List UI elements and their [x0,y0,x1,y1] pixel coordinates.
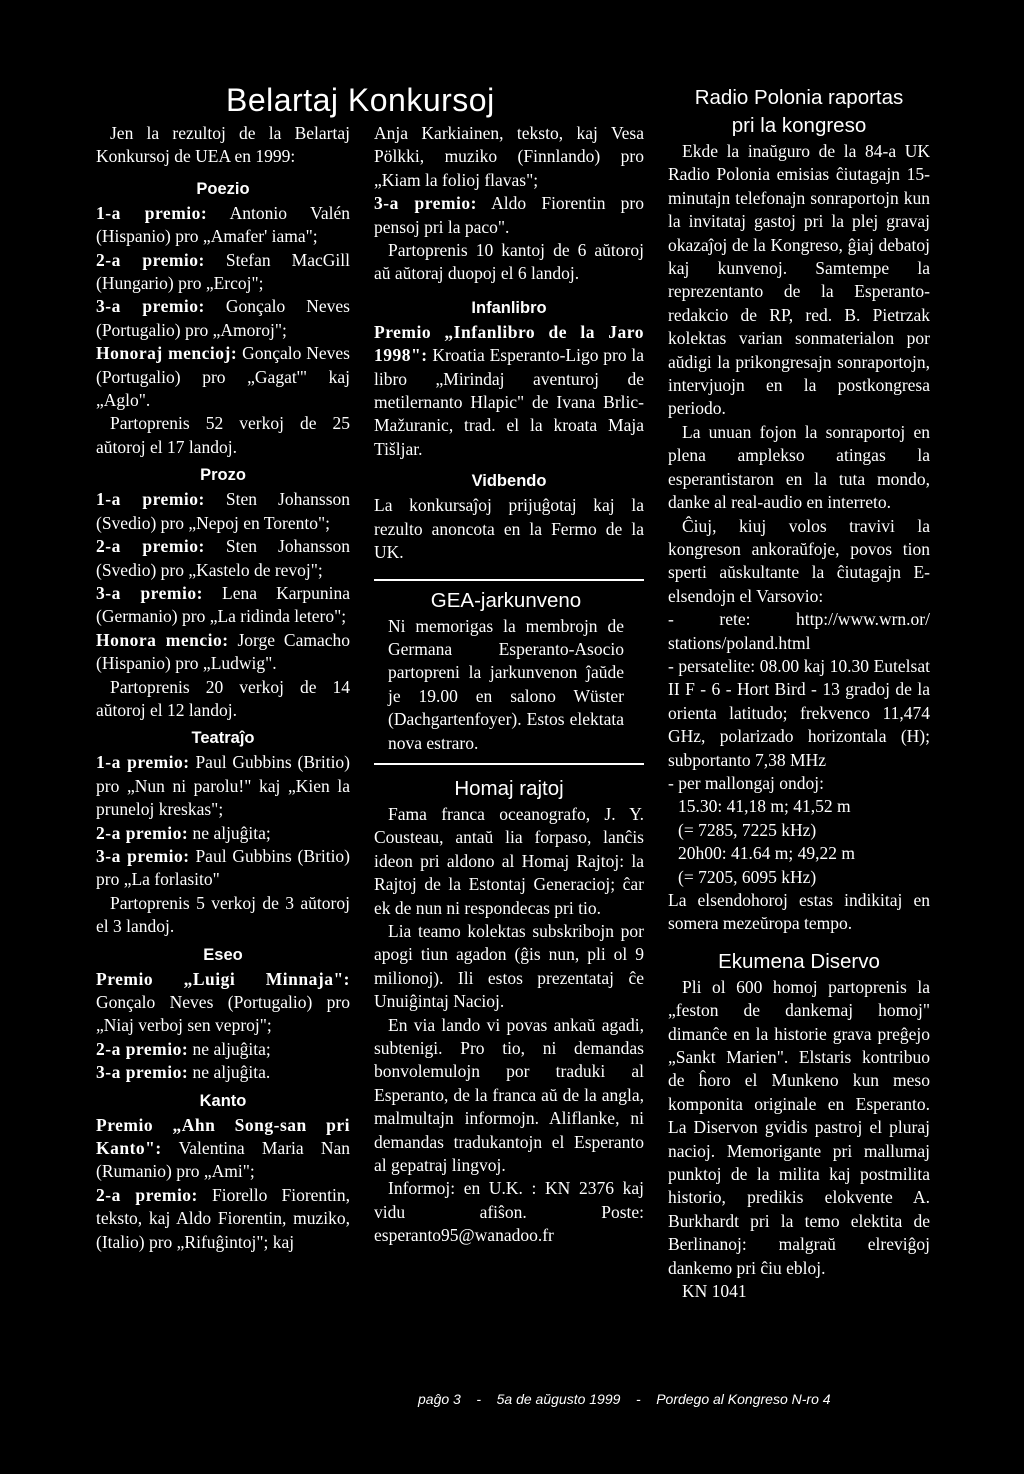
infanlibro-prize: Premio „Infanlibro de la Jaro 1998": Kroatia Esperanto-Ligo pro la libro „Mirindaj aventuroj de metilernanto Hlapic" de Ivana Brlic-Mažuranic, trad. el la kroata Maja Tišljar. [374,321,644,459]
homaj-para-2: Lia teamo kolektas subskribojn por apogi tiun agadon (ĝis nun, pli ol 9 milionoj). Ili estos prezentataj ĉe Unuiĝintaj Nacioj. [374,920,644,1012]
intro-text: Jen la rezultoj de la Belartaj Konkursoj de UEA en 1999: [96,123,350,167]
kanto-participation: Partoprenis 10 kantoj de 6 aŭtoroj aŭ aŭtoraj duopoj el 6 landoj. [374,240,644,284]
poezio-honorable: Honoraj mencioj: Gonçalo Neves (Portugalio) pro „Gagat'" kaj „Aglo". [96,343,350,411]
homaj-para-3: En via lando vi povas ankaŭ agadi, subtenigi. Pro tio, ni demandas bonvolemulojn por traduki al Esperanto, de la franca aŭ de la angla, malmultajn informojn. Aliflanke, ni demandas tradukantojn el Esperanto al gepatraj lingvoj. [374,1014,644,1176]
heading-gea: GEA-jarkunveno [430,588,582,612]
eseo-prize-3: 3-a premio: ne aljuĝita. [96,1062,271,1083]
heading-radio-l2: pri la kongreso [731,114,867,137]
heading-teatrajo: Teatraĵo [191,729,255,748]
poezio-participation: Partoprenis 52 verkoj de 25 aŭtoroj el 17 landoj. [96,413,350,457]
radio-item-satellite: - persatelite: 08.00 kaj 10.30 Eutelsat II F - 6 - Hort Bird - 13 gradoj de la orienta latitudo; frekvenco 11,474 GHz, polarizado horizontala (H); subportanto 7,38 MHz [668,655,930,770]
eseo-prize-1: Premio „Luigi Minnaja": Gonçalo Neves (Portugalio) pro „Niaj verboj sen veproj"; [96,968,350,1036]
teatrajo-prize-2: 2-a premio: ne aljuĝita; [96,822,271,843]
prozo-prize-1: 1-a premio: Sten Johansson (Svedio) pro „Nepoj en Torento"; [96,489,350,533]
poezio-prize-2: 2-a premio: Stefan MacGill (Hungario) pro „Ercoj"; [96,249,351,294]
kanto-prize-3: 3-a premio: Aldo Fiorentin pro pensoj pri la paco". [374,193,644,237]
ekumena-sign: KN 1041 [682,1281,747,1302]
homaj-para-4: Informoj: en U.K. : KN 2376 kaj vidu afiŝon. Poste: esperanto95@wanadoo.fr [374,1178,644,1246]
teatrajo-participation: Partoprenis 5 verkoj de 3 aŭtoroj el 3 landoj. [96,892,350,937]
heading-ekumena: Ekumena Diservo [718,949,880,973]
footer-date: 5a de aŭgusto 1999 [496,1391,621,1407]
radio-item-shortwave: - per mallongaj ondoj: [668,772,825,793]
kanto-prize-1: Premio „Ahn Song-san pri Kanto": Valentina Maria Nan (Rumanio) pro „Ami"; [96,1114,350,1182]
radio-item-web: - rete: http://www.wrn.or/ stations/poland.html [668,609,930,653]
heading-vidbendo: Vidbendo [471,472,547,491]
teatrajo-prize-3: 3-a premio: Paul Gubbins (Britio) pro „La forlasito" [96,845,351,890]
heading-eseo: Eseo [203,945,243,964]
footer-sep-2: - [635,1391,641,1407]
column-middle [374,122,644,1248]
footer-page: paĝo 3 [418,1391,461,1407]
heading-radio-l1: Radio Polonia raportas [694,86,904,109]
page-title: Belartaj Konkursoj [226,82,495,118]
radio-freq-3: 20h00: 41.64 m; 49,22 m [678,843,855,864]
page-footer [418,1391,938,1407]
prozo-honorable: Honora mencio: Jorge Camacho (Hispanio) pro „Ludwig". [96,629,350,674]
vidbendo-text: La konkursaĵoj prijuĝotaj kaj la rezulto anoncota en la Fermo de la UK. [374,495,644,563]
prozo-participation: Partoprenis 20 verkoj de 14 aŭtoroj el 12 landoj. [96,676,350,720]
kanto-prize-2: 2-a premio: Fiorello Fiorentin, teksto, kaj Aldo Fiorentin, muziko, (Italio) pro „Rifuĝintoj"; kaj [96,1184,351,1252]
radio-para-1: Ekde la inaŭguro de la 84-a UK Radio Polonia emisias ĉiutagajn 15-minutajn telefonajn sonraportojn kun la invitataj gastoj pri la plej gravaj okazaĵoj de la Kongreso, ĝiaj debatoj kaj kunvenoj. Samtempe la reprezentanto de la Esperanto-redakcio de RP, red. B. Pietrzak kolektas varian sonmaterialon por aŭdigi la prikongresajn sonraportojn, intervjuojn en la postkongresa periodo. [668,141,930,419]
radio-freq-2: (= 7285, 7225 kHz) [678,819,817,840]
heading-homaj-rajtoj: Homaj rajtoj [454,776,564,800]
heading-poezio: Poezio [196,179,250,198]
radio-freq-4: (= 7205, 6095 kHz) [678,866,817,887]
radio-para-2: La unuan fojon la sonraportoj en plena amplekso atingas la esperantistaron en la tuta mondo, danke al real-audio en interreto. [668,421,930,513]
column-contest-results [96,122,350,1254]
heading-kanto: Kanto [199,1091,247,1110]
radio-para-3: Ĉiuj, kiuj volos travivi la kongreson ankoraŭfoje, povos tion sperti aŭskultante la ĉiutagajn E-elsendojn el Varsovio: [668,515,930,606]
kanto-continuation: Anja Karkiainen, teksto, kaj Vesa Pölkki, muziko (Finnlando) pro „Kiam la folioj flavas"; [374,123,644,190]
prozo-prize-2: 2-a premio: Sten Johansson (Svedio) pro „Kastelo de revoj"; [96,536,350,580]
ekumena-para-1: Pli ol 600 homoj partoprenis la „feston de dankemaj homoj" dimanĉe en la historie grava preĝejo „Sankt Marien". Elstaris kontribuo de ĥoro el Munkeno kun meso komponita originale en Esperanto. La Diservon gvidis pastroj el pluraj nacioj. Memorigante pri mallumaj punktoj de la milita kaj postmilita historio, predikis elokvente A. Burkhardt pri la temo elektita de Berlinanoj: malgraŭ elreviĝoj dankemo pri ĉiu ebloj. [668,976,930,1278]
column-right [668,84,930,1304]
radio-freq-1: 15.30: 41,18 m; 41,52 m [678,796,851,817]
heading-infanlibro: Infanlibro [471,298,547,317]
teatrajo-prize-1: 1-a premio: Paul Gubbins (Britio) pro „Nun ni parolu!" kaj „Kien la pruneloj kreskas"; [96,752,351,820]
heading-prozo: Prozo [200,466,246,485]
homaj-para-1: Fama franca oceanografo, J. Y. Cousteau, antaŭ lia forpaso, lanĉis ideon pri aldono al Homaj Rajtoj: la Rajtoj de la Estontaj Generacioj; ĉar ek de nun ni respondecas pri tio. [374,803,644,918]
radio-para-4: La elsendohoroj estas indikitaj en somera mezeŭropa tempo. [668,890,930,934]
gea-notice-box [374,579,644,765]
poezio-prize-3: 3-a premio: Gonçalo Neves (Portugalio) pro „Amoroj"; [96,296,350,340]
eseo-prize-2: 2-a premio: ne aljuĝita; [96,1038,271,1059]
prozo-prize-3: 3-a premio: Lena Karpunina (Germanio) pro „La ridinda letero"; [96,582,351,627]
gea-text: Ni memorigas la membrojn de Germana Esperanto-Asocio partopreni la jarkunvenon ĵaŭde je 19.00 en salono Wüster (Dachgartenfoyer). Estos elektata nova estraro. [388,615,624,753]
poezio-prize-1: 1-a premio: Antonio Valén (Hispanio) pro „Amafer' iama"; [96,202,350,247]
footer-issue: Pordego al Kongreso N-ro 4 [656,1391,831,1407]
footer-sep-1: - [476,1391,482,1407]
